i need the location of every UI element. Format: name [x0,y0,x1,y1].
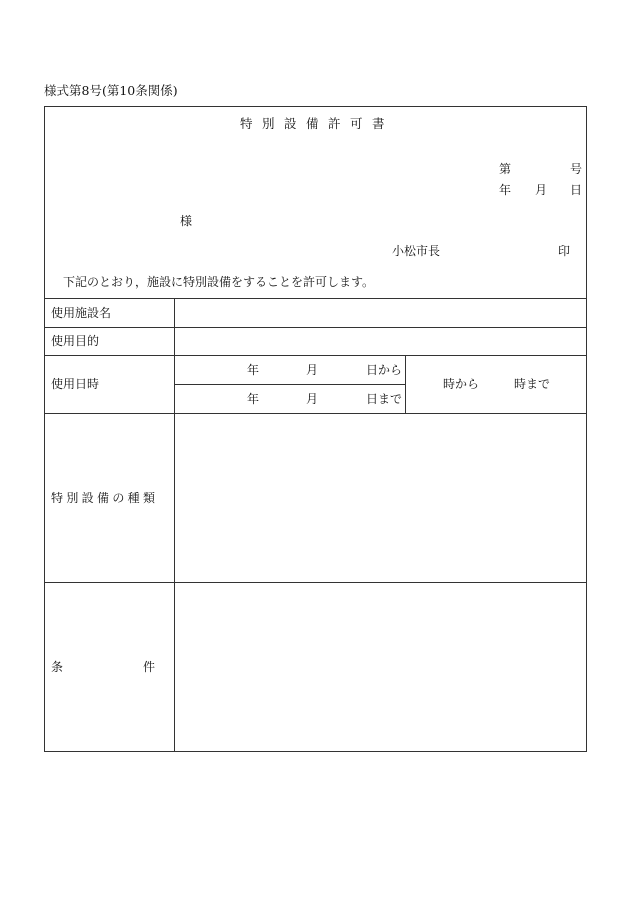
label-char: 条 [51,660,64,674]
label-char: 種 [127,491,140,505]
label-conditions [51,661,155,673]
row-divider [44,327,587,328]
date-month: 月 [535,183,548,197]
time-to: 時まで [514,377,551,391]
issuer-name: 小松市長 [392,244,441,258]
time-column-divider [405,355,406,413]
time-from: 時から [443,377,480,391]
doc-no-dai: 第 [499,162,512,176]
label-char: 類 [142,491,155,505]
label-purpose: 使用目的 [51,334,100,348]
form-number: 様式第8号(第10条関係) [44,83,178,98]
label-equipment-type [51,492,155,504]
row-divider [44,298,587,299]
label-char: 備 [96,491,109,505]
document-title: 特別設備許可書 [240,116,395,131]
form-frame [44,106,587,752]
date-year: 年 [499,183,512,197]
date-day: 日 [570,183,583,197]
label-column-divider [174,298,175,752]
label-datetime: 使用日時 [51,377,100,391]
to-day: 日まで [366,392,403,406]
row-divider [44,413,587,414]
from-year: 年 [247,363,260,377]
label-char: 別 [66,491,79,505]
label-char: 特 [51,491,64,505]
doc-no-go: 号 [570,162,583,176]
label-char: 設 [81,491,94,505]
row-divider [44,582,587,583]
to-month: 月 [306,392,319,406]
intro-statement: 下記のとおり，施設に特別設備をすることを許可します。 [63,275,375,289]
label-char: 件 [142,660,155,674]
label-facility-name: 使用施設名 [51,306,112,320]
date-sub-divider [175,384,406,385]
from-day: 日から [366,363,403,377]
from-month: 月 [306,363,319,377]
label-char: の [112,491,125,505]
row-divider [44,355,587,356]
addressee-sama: 様 [180,214,193,228]
issuer-seal: 印 [558,244,571,258]
to-year: 年 [247,392,260,406]
